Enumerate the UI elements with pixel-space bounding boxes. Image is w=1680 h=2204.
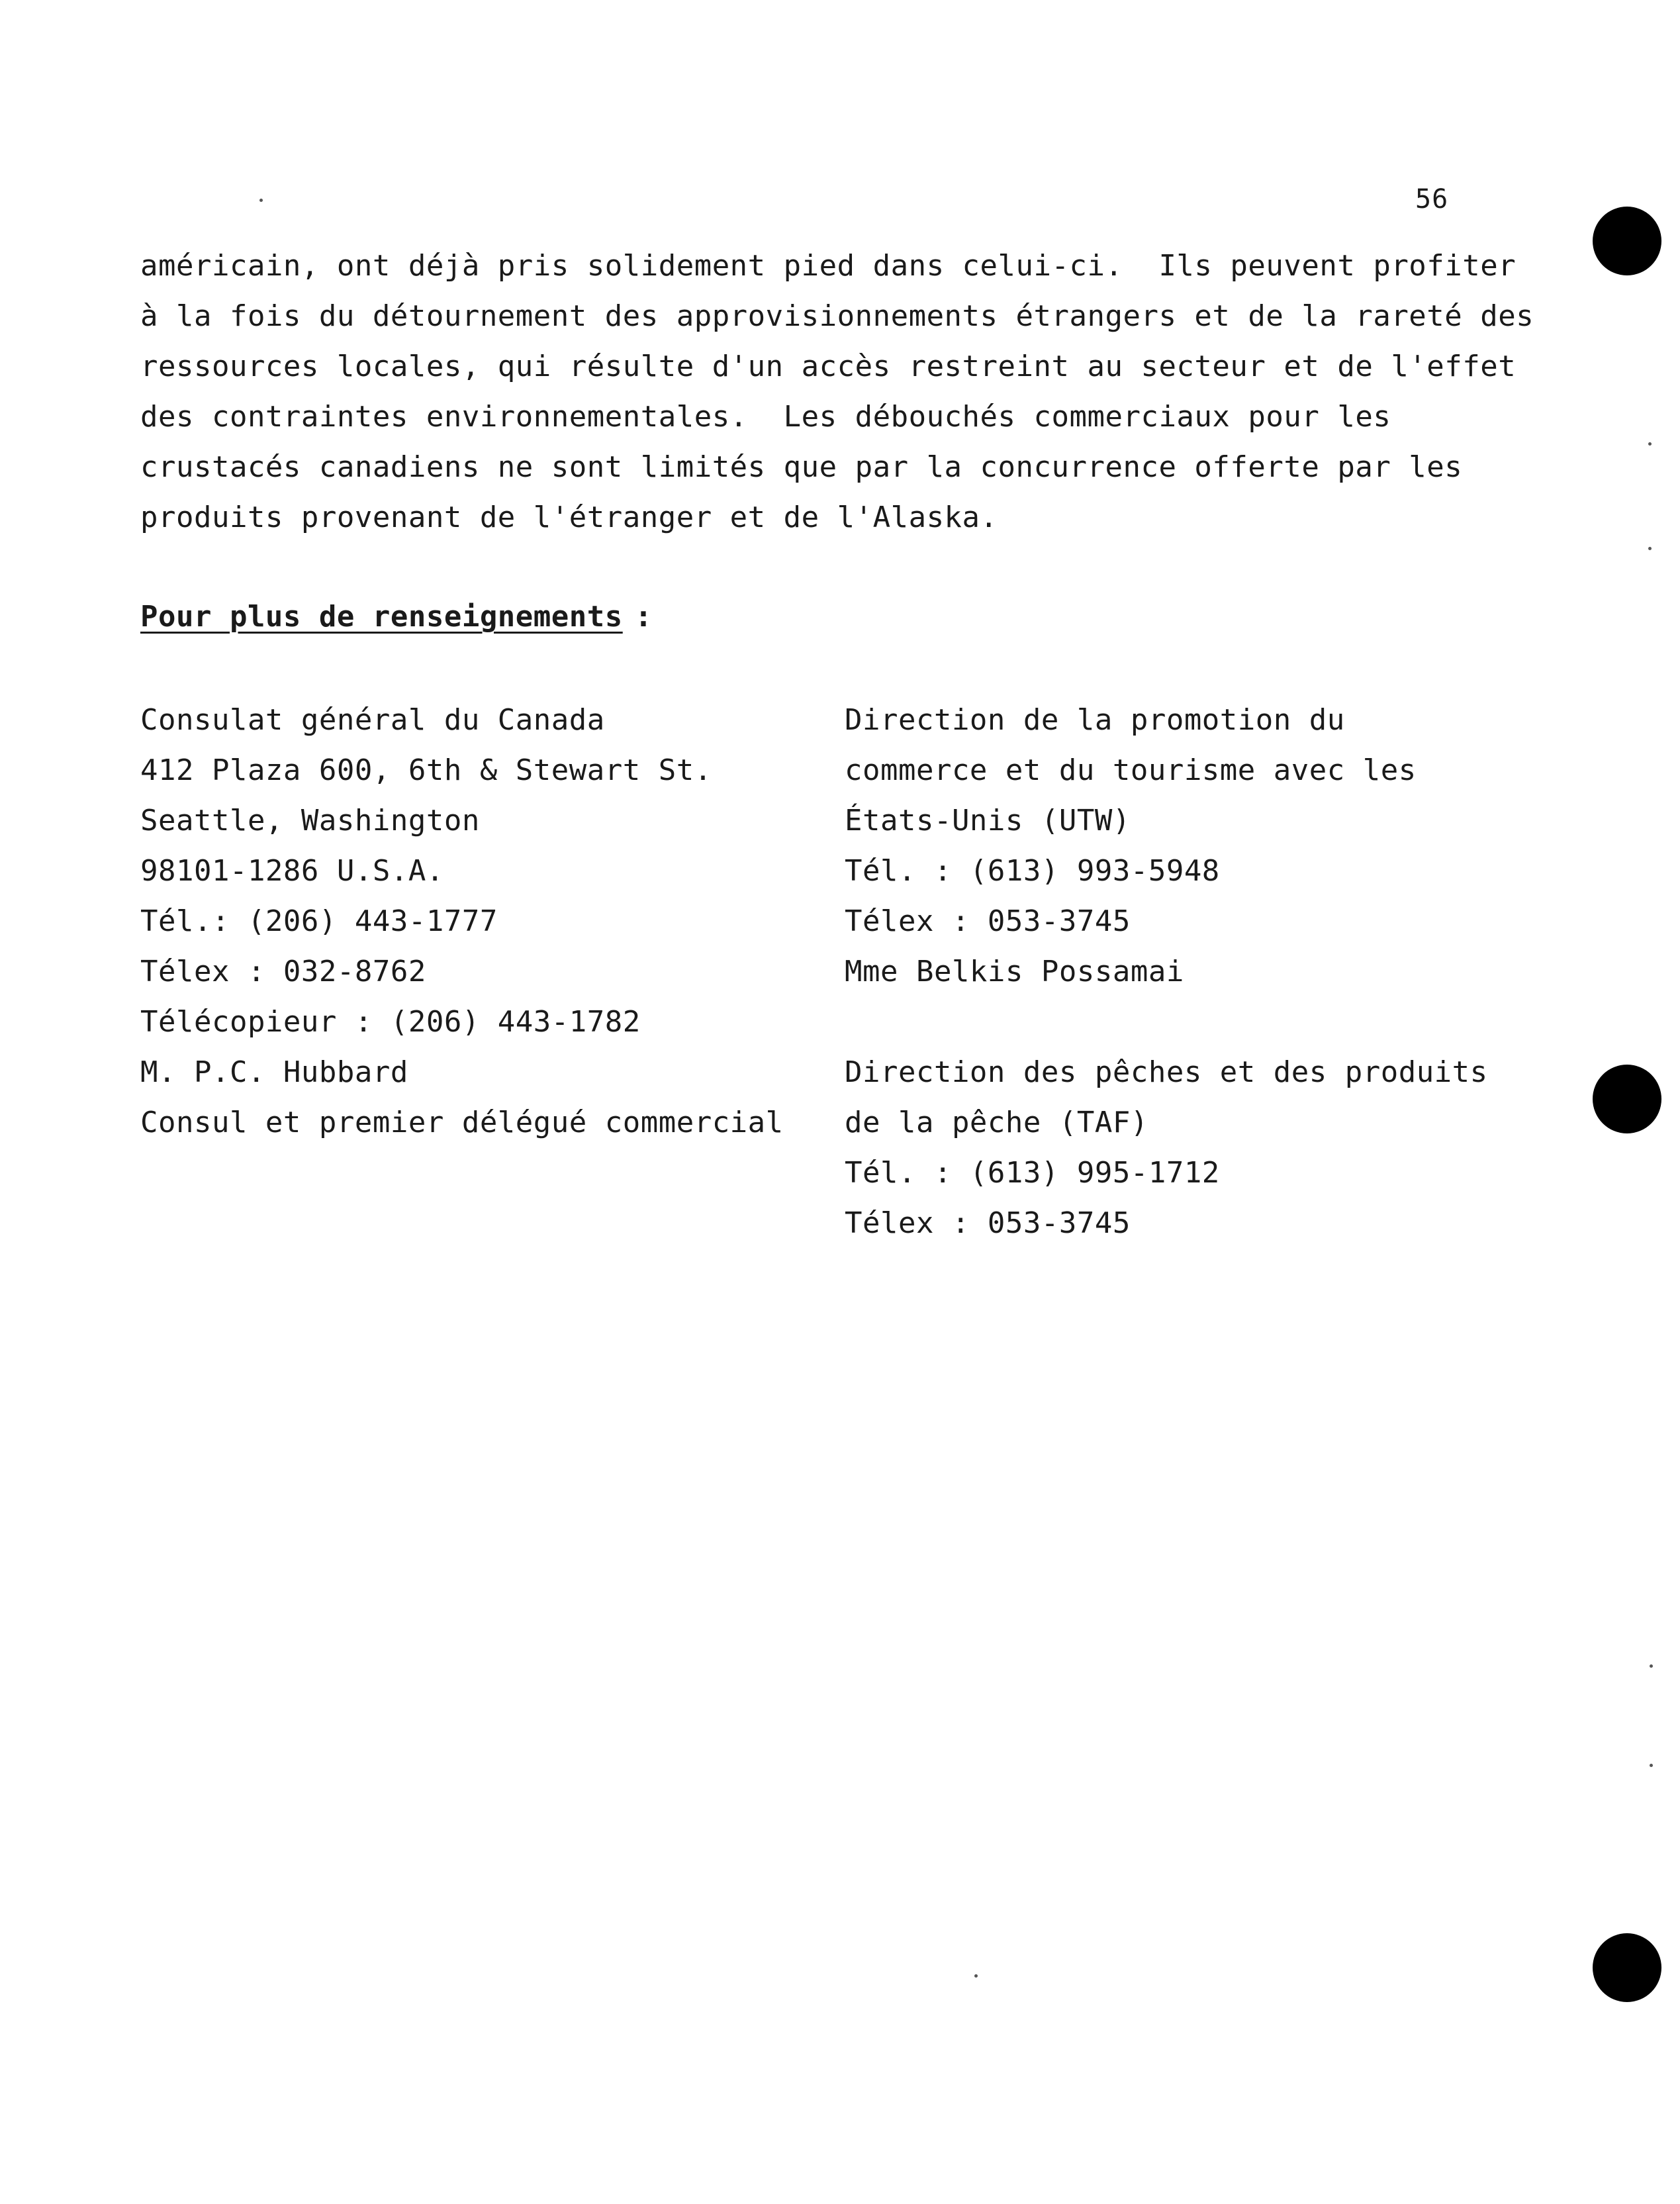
paragraph-line: ressources locales, qui résulte d'un accès restreint au secteur et de l'effet — [140, 350, 1517, 383]
contact-line: Tél.: (206) 443-1777 — [140, 904, 498, 938]
scan-speck — [974, 1974, 978, 1978]
contact-line: Télécopieur : (206) 443-1782 — [140, 1005, 641, 1039]
block-spacer — [845, 997, 1488, 1047]
contact-line: Tél. : (613) 995-1712 — [845, 1156, 1220, 1190]
contact-line: Tél. : (613) 993-5948 — [845, 854, 1220, 888]
contact-line: Télex : 053-3745 — [845, 1206, 1131, 1240]
page-number: 56 — [1415, 184, 1449, 215]
scan-speck — [1648, 442, 1652, 446]
scan-speck — [1650, 1664, 1653, 1668]
contact-line: Seattle, Washington — [140, 804, 480, 838]
punch-hole-bottom — [1593, 1933, 1661, 2002]
contact-line: 98101-1286 U.S.A. — [140, 854, 444, 888]
contact-line: États-Unis (UTW) — [845, 804, 1131, 838]
scan-speck — [1648, 547, 1652, 550]
punch-hole-top — [1593, 207, 1661, 275]
contact-line: de la pêche (TAF) — [845, 1106, 1148, 1139]
section-heading-text: Pour plus de renseignements — [140, 600, 623, 634]
contact-line: 412 Plaza 600, 6th & Stewart St. — [140, 753, 712, 787]
contact-block-utw — [845, 695, 1488, 997]
paragraph-line: à la fois du détournement des approvisionnements étrangers et de la rareté des — [140, 299, 1534, 333]
contact-line: Consulat général du Canada — [140, 703, 605, 737]
contact-line: Mme Belkis Possamai — [845, 955, 1184, 988]
scan-speck — [259, 199, 263, 202]
contact-line: Télex : 032-8762 — [140, 955, 426, 988]
paragraph-line: des contraintes environnementales. Les débouchés commerciaux pour les — [140, 400, 1391, 434]
contact-line: Consul et premier délégué commercial — [140, 1106, 784, 1139]
contact-line: M. P.C. Hubbard — [140, 1055, 408, 1089]
section-heading-colon: : — [634, 600, 653, 634]
section-heading — [140, 600, 653, 634]
scan-speck — [1650, 1764, 1653, 1767]
paragraph-line: crustacés canadiens ne sont limités que par la concurrence offerte par les — [140, 450, 1463, 484]
contact-block-taf — [845, 1047, 1488, 1249]
contact-line: commerce et du tourisme avec les — [845, 753, 1417, 787]
contact-line: Direction de la promotion du — [845, 703, 1345, 737]
contact-block-consulate — [140, 695, 784, 1148]
punch-hole-middle — [1593, 1065, 1661, 1133]
paragraph-line: produits provenant de l'étranger et de l'Alaska. — [140, 501, 998, 534]
contact-line: Direction des pêches et des produits — [845, 1055, 1488, 1089]
contact-line: Télex : 053-3745 — [845, 904, 1131, 938]
paragraph-line: américain, ont déjà pris solidement pied dans celui-ci. Ils peuvent profiter — [140, 249, 1517, 283]
body-paragraph — [140, 241, 1534, 543]
contact-column-directions — [845, 695, 1488, 1249]
